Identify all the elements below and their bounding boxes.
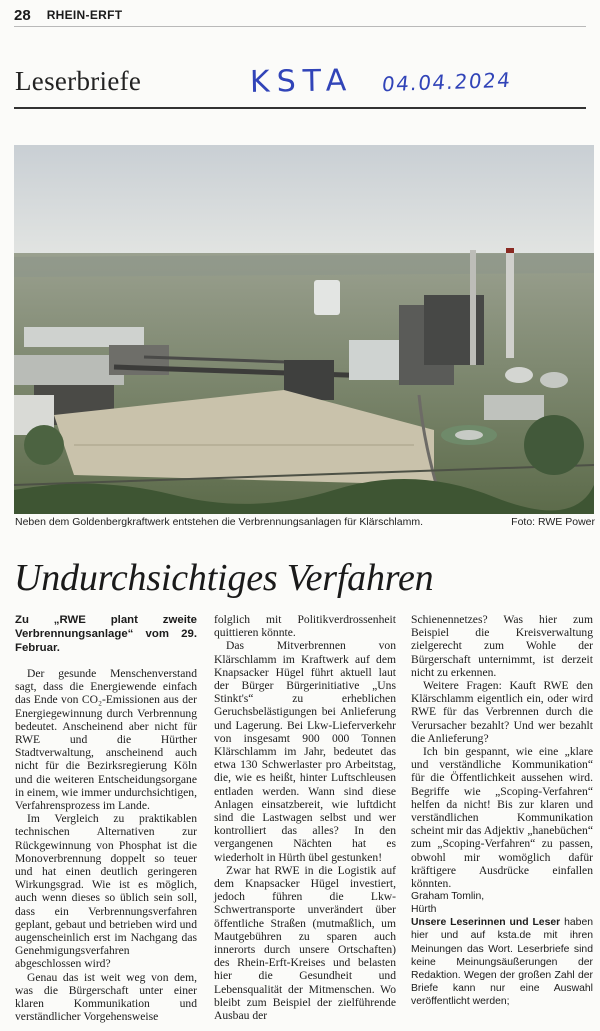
section-name: RHEIN-ERFT (46, 8, 123, 22)
paragraph-8: Ich bin gespannt, wie eine „klare und verständliche Kommunikation“ für die Öffentlichkeit aussehen wird. Begriffe wie „Scoping-Verfahren“ helfen da nicht! Bis zur klaren und verständlichen Kommunikation scheint mir das Adjektiv „hanebüchen“ zum „Scoping-Verfahren“ zu passen, obwohl mir womöglich dafür kräftigere Ausdrücke einfallen könnten. (411, 745, 593, 891)
signature-name: Graham Tomlin, (411, 891, 485, 903)
letter-reference: Zu „RWE plant zweite Verbrennungsanlage“ vom 29. Februar. (15, 614, 197, 654)
section-rule (14, 107, 586, 109)
column-2 (214, 613, 396, 1022)
reader-notice-text: haben hier und auf ksta.de mit ihren Meinungen das Wort. Leserbriefe sind keine Meinungsäußerungen der Redaktion. Wegen der großen Zahl der Briefe kann nur eine Auswahl veröffentlicht werden; (411, 917, 593, 1008)
article-headline: Undurchsichtiges Verfahren (14, 557, 434, 599)
photo-caption: Neben dem Goldenbergkraftwerk entstehen die Verbrennungsanlagen für Klärschlamm. (15, 516, 423, 528)
reader-notice (411, 916, 593, 1008)
column-1 (15, 613, 197, 1023)
paragraph-6: Schienennetzes? Was hier zum Beispiel die Kreisverwaltung zielgerecht zum Wohle der Bürgerschaft unternimmt, ist derzeit nicht zu erkennen. (411, 613, 593, 679)
page-header (14, 4, 586, 27)
column-3 (411, 613, 593, 1009)
section-kicker: Leserbriefe (15, 66, 142, 96)
handwritten-source-stamp: KSTA (249, 63, 354, 100)
paragraph-1: Der gesunde Menschenverstand sagt, dass die Energiewende einfach das Ende von CO₂-Emissionen aus der Energiegewinnung durch Verbrennung bedeutet. Anscheinend aber nicht für RWE und die Hürther Stadtverwaltung, anscheinend auch nicht für die Bezirksregierung Köln und die weiteren Entscheidungsorgane in einem, wie immer undurchsichtigen, Verfahrensprozess im Lande. (15, 667, 197, 813)
paragraph-4: Das Mitverbrennen von Klärschlamm im Kraftwerk auf dem Knapsacker Hügel führt aktuell laut der Bürger Bürgerinitiative „Uns Stinkt's“ zu erheblichen Geruchsbelästigungen bei Anlieferung und Lagerung. Bei Lkw-Lieferverkehr von insgesamt 900 000 Tonnen Klärschlamm im Jahr, bedeutet das etwa 130 Schwerlaster pro Arbeitstag, die, wie es heißt, hinter Luftschleusen entladen werden. Wann sind diese Anlagen einsatzbereit, wie luftdicht sind die Lastwagen selbst und wer kontrolliert das alles? In den vergangenen Nächten hat es wiederholt in Hürth übel gestunken! (214, 639, 396, 864)
photo-credit: Foto: RWE Power (511, 516, 595, 528)
paragraph-2: Im Vergleich zu praktikablen technischen Alternativen zur Rückgewinnung von Phosphat ist die Monoverbrennung doppelt so teuer und hat einen deutlich geringeren Wirkungsgrad. Wie ist es möglich, auch wenn dieses so üblich sein soll, dass ein Verbrennungsverfahren geplant, gebaut und betrieben wird und augenscheinlich erst im Nachgang das Genehmigungsverfahren abgeschlossen wird? (15, 812, 197, 971)
page-number: 28 (14, 6, 31, 24)
handwritten-date-stamp: 04.04.2024 (380, 67, 513, 97)
paragraph-7: Weitere Fragen: Kauft RWE den Klärschlamm eigentlich ein, oder wird RWE für das Verbrennen durch die Verursacher bezahlt? Und wer bezahlt die Anlieferung? (411, 679, 593, 745)
signature-city: Hürth (411, 904, 437, 916)
paragraph-5: Zwar hat RWE in die Logistik auf dem Knapsacker Hügel investiert, jedoch führen die Lkw-Schwertransporte unverändert über öffentliche Straßen (mutmaßlich, um Mautgebühren zu sparen auch innerorts durch unsere Ortschaften) des Rhein-Erft-Kreises und belasten hier die Gesundheit und Lebensqualität der Mitmenschen. Wo bleibt zum Beispiel der zielführende Ausbau der (214, 863, 396, 1023)
power-plant-photo (14, 145, 594, 514)
photo-caption-row (15, 516, 595, 528)
paragraph-3: Genau das ist weit weg von dem, was die Bürgerschaft unter einer klaren Kommunikation und verständlicher Vorgehensweise (15, 970, 197, 1024)
reader-notice-heading: Unsere Leserinnen und Leser (411, 917, 561, 929)
paragraph-3-continued: folglich mit Politikverdrossenheit quittieren könnte. (214, 613, 396, 640)
